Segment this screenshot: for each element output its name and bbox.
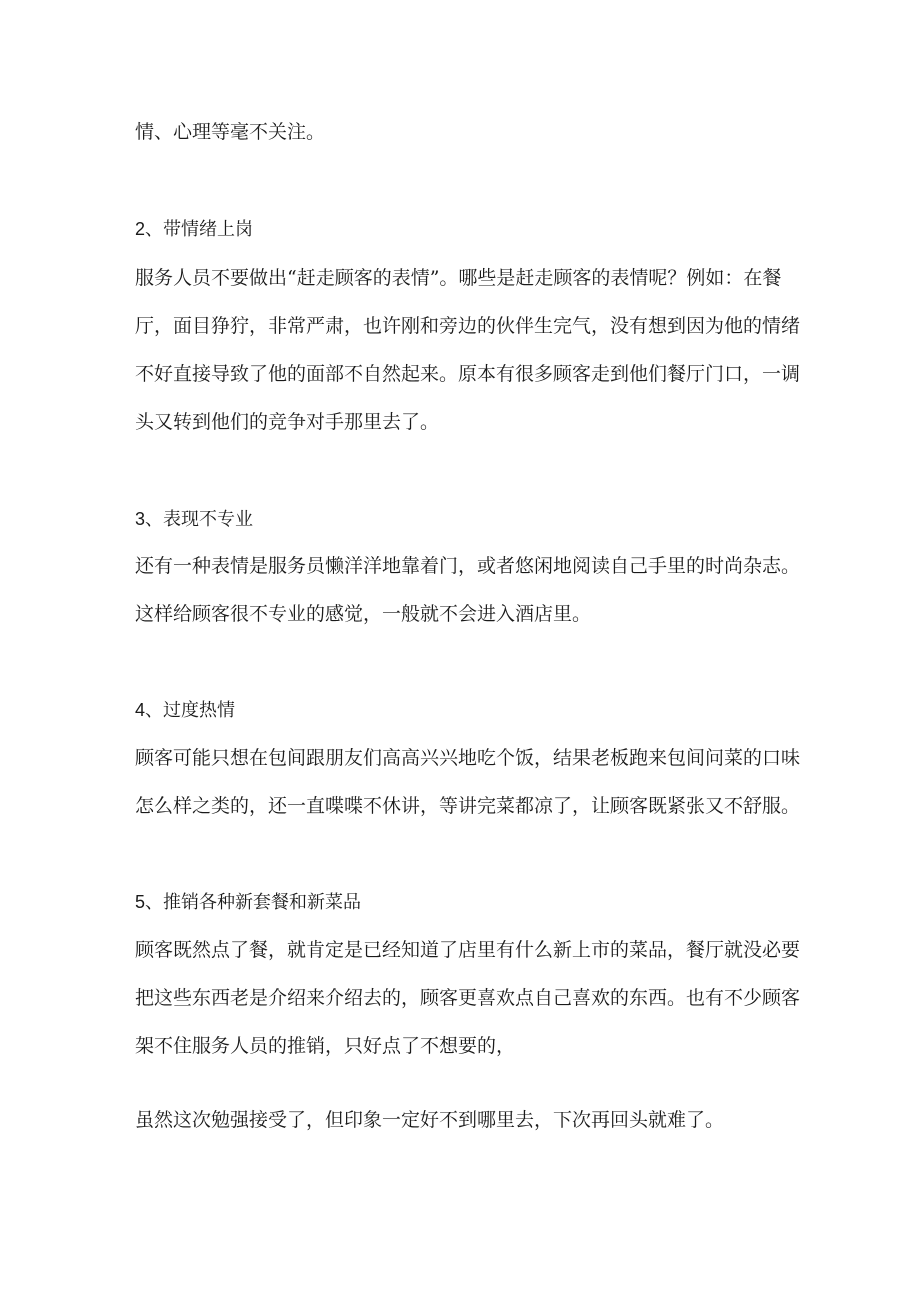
section-3-title: 、表现不专业 bbox=[145, 509, 254, 530]
section-3-number: 3 bbox=[135, 509, 146, 529]
section-2-number: 2 bbox=[135, 219, 146, 239]
section-3-line-2: 这样给顾客很不专业的感觉，一般就不会进入酒店里。 bbox=[135, 603, 592, 625]
section-2-heading bbox=[135, 217, 253, 242]
section-2-line-2: 厅，面目狰狞，非常严肃，也许刚和旁边的伙伴生完气，没有想到因为他的情绪 bbox=[135, 315, 801, 337]
section-2-title: 、带情绪上岗 bbox=[145, 219, 254, 240]
section-3-line-1: 还有一种表情是服务员懒洋洋地靠着门，或者悠闲地阅读自己手里的时尚杂志。 bbox=[135, 555, 801, 577]
section-5-line-2: 把这些东西老是介绍来介绍去的，顾客更喜欢点自己喜欢的东西。也有不少顾客 bbox=[135, 987, 801, 1009]
section-5-heading bbox=[135, 890, 361, 915]
section-4-line-1: 顾客可能只想在包间跟朋友们高高兴兴地吃个饭，结果老板跑来包间问菜的口味 bbox=[135, 747, 801, 769]
section-4-title: 、过度热情 bbox=[145, 700, 236, 721]
section-4-line-2: 怎么样之类的，还一直喋喋不休讲，等讲完菜都凉了，让顾客既紧张又不舒服。 bbox=[135, 795, 801, 817]
section-2-line-1: 服务人员不要做出“赶走顾客的表情”。哪些是赶走顾客的表情呢？例如：在餐 bbox=[135, 267, 782, 289]
section-4-heading bbox=[135, 698, 235, 723]
intro-line: 情、心理等毫不关注。 bbox=[135, 121, 326, 143]
section-2-line-4: 头又转到他们的竞争对手那里去了。 bbox=[135, 411, 440, 433]
section-5-line-3: 架不住服务人员的推销，只好点了不想要的， bbox=[135, 1035, 516, 1057]
section-5-line-1: 顾客既然点了餐，就肯定是已经知道了店里有什么新上市的菜品，餐厅就没必要 bbox=[135, 939, 801, 961]
closing-line: 虽然这次勉强接受了，但印象一定好不到哪里去，下次再回头就难了。 bbox=[135, 1109, 725, 1131]
section-4-number: 4 bbox=[135, 700, 146, 720]
section-2-line-3: 不好直接导致了他的面部不自然起来。原本有很多顾客走到他们餐厅门口，一调 bbox=[135, 363, 801, 385]
section-5-title: 、推销各种新套餐和新菜品 bbox=[145, 892, 362, 913]
section-5-number: 5 bbox=[135, 892, 146, 912]
section-3-heading bbox=[135, 507, 253, 532]
